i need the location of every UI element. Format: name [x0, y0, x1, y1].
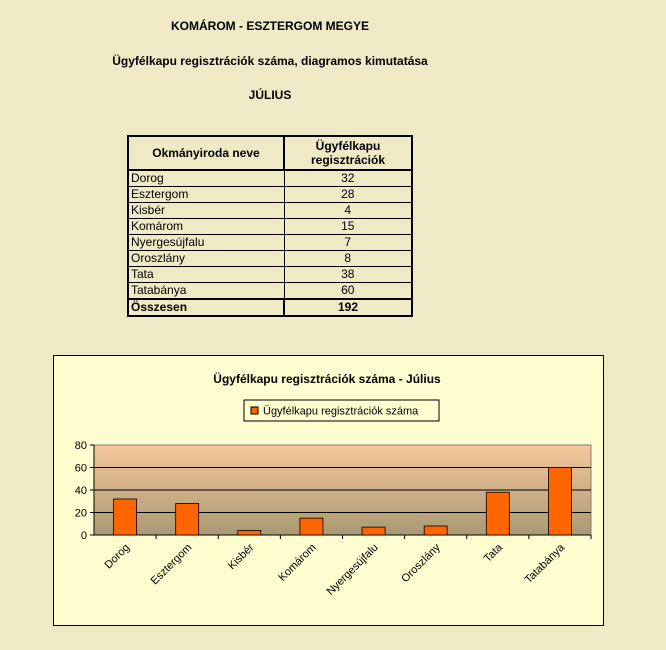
y-tick-label: 20	[74, 507, 87, 520]
chart-svg	[54, 356, 605, 627]
x-tick-label: Nyergesújfalu	[324, 541, 381, 598]
office-name-cell: Kisbér	[128, 203, 284, 219]
month-title: JÚLIUS	[248, 88, 292, 102]
registrations-header-line2: regisztrációk	[310, 153, 386, 167]
registration-count-cell: 60	[284, 283, 412, 300]
x-tick-label: Oroszlány	[399, 541, 443, 586]
registrations-table	[127, 135, 413, 317]
registration-count-cell: 8	[284, 251, 412, 267]
table-row	[128, 267, 412, 283]
y-tick-label: 40	[74, 485, 87, 497]
table-row	[128, 219, 412, 235]
office-name-cell: Oroszlány	[128, 251, 284, 267]
office-name-cell: Komárom	[128, 219, 284, 235]
y-tick-label: 80	[74, 440, 87, 452]
registrations-header-line1: Ügyfélkapu	[315, 139, 381, 153]
bar	[300, 518, 323, 535]
table-row	[128, 251, 412, 267]
registration-count-cell: 15	[284, 219, 412, 235]
office-name-header: Okmányiroda neve	[128, 136, 284, 170]
bar	[362, 527, 385, 535]
registration-count-cell: 4	[284, 203, 412, 219]
y-tick-label: 60	[74, 462, 87, 475]
table-row	[128, 170, 412, 187]
report-subtitle: Ügyfélkapu regisztrációk száma, diagramos kimutatása	[112, 54, 428, 68]
x-tick-label: Tata	[481, 541, 505, 565]
x-tick-label: Dorog	[102, 541, 133, 572]
total-label: Összesen	[128, 299, 284, 316]
office-name-cell: Tatabánya	[128, 283, 284, 300]
registration-count-cell: 28	[284, 187, 412, 203]
table-row	[128, 235, 412, 251]
registration-count-cell: 7	[284, 235, 412, 251]
x-tick-label: Esztergom	[148, 541, 195, 588]
registration-count-cell: 38	[284, 267, 412, 283]
bar	[548, 468, 571, 536]
total-row	[128, 299, 412, 316]
chart-title: Ügyfélkapu regisztrációk száma - Július	[213, 372, 441, 386]
legend-label: Ügyfélkapu regisztrációk száma	[263, 405, 419, 418]
table-row	[128, 283, 412, 300]
total-value: 192	[284, 299, 412, 316]
bar	[176, 504, 199, 536]
bar	[486, 492, 509, 535]
office-name-cell: Tata	[128, 267, 284, 283]
table-row	[128, 203, 412, 219]
chart-legend	[244, 400, 439, 421]
bar	[424, 526, 447, 535]
table-row	[128, 187, 412, 203]
registration-count-cell: 32	[284, 170, 412, 187]
office-name-cell: Dorog	[128, 170, 284, 187]
x-tick-label: Kisbér	[225, 541, 257, 573]
registrations-header	[284, 136, 412, 170]
county-title: KOMÁROM - ESZTERGOM MEGYE	[171, 19, 369, 33]
office-name-cell: Esztergom	[128, 187, 284, 203]
bar	[238, 531, 261, 536]
legend-swatch	[251, 407, 258, 414]
y-tick-label: 0	[80, 530, 87, 542]
x-tick-label: Komárom	[276, 541, 319, 584]
office-name-cell: Nyergesújfalu	[128, 235, 284, 251]
bar	[114, 499, 137, 535]
x-tick-label: Tatabánya	[522, 541, 568, 587]
table-header-row	[128, 136, 412, 170]
bar-chart	[53, 355, 604, 626]
